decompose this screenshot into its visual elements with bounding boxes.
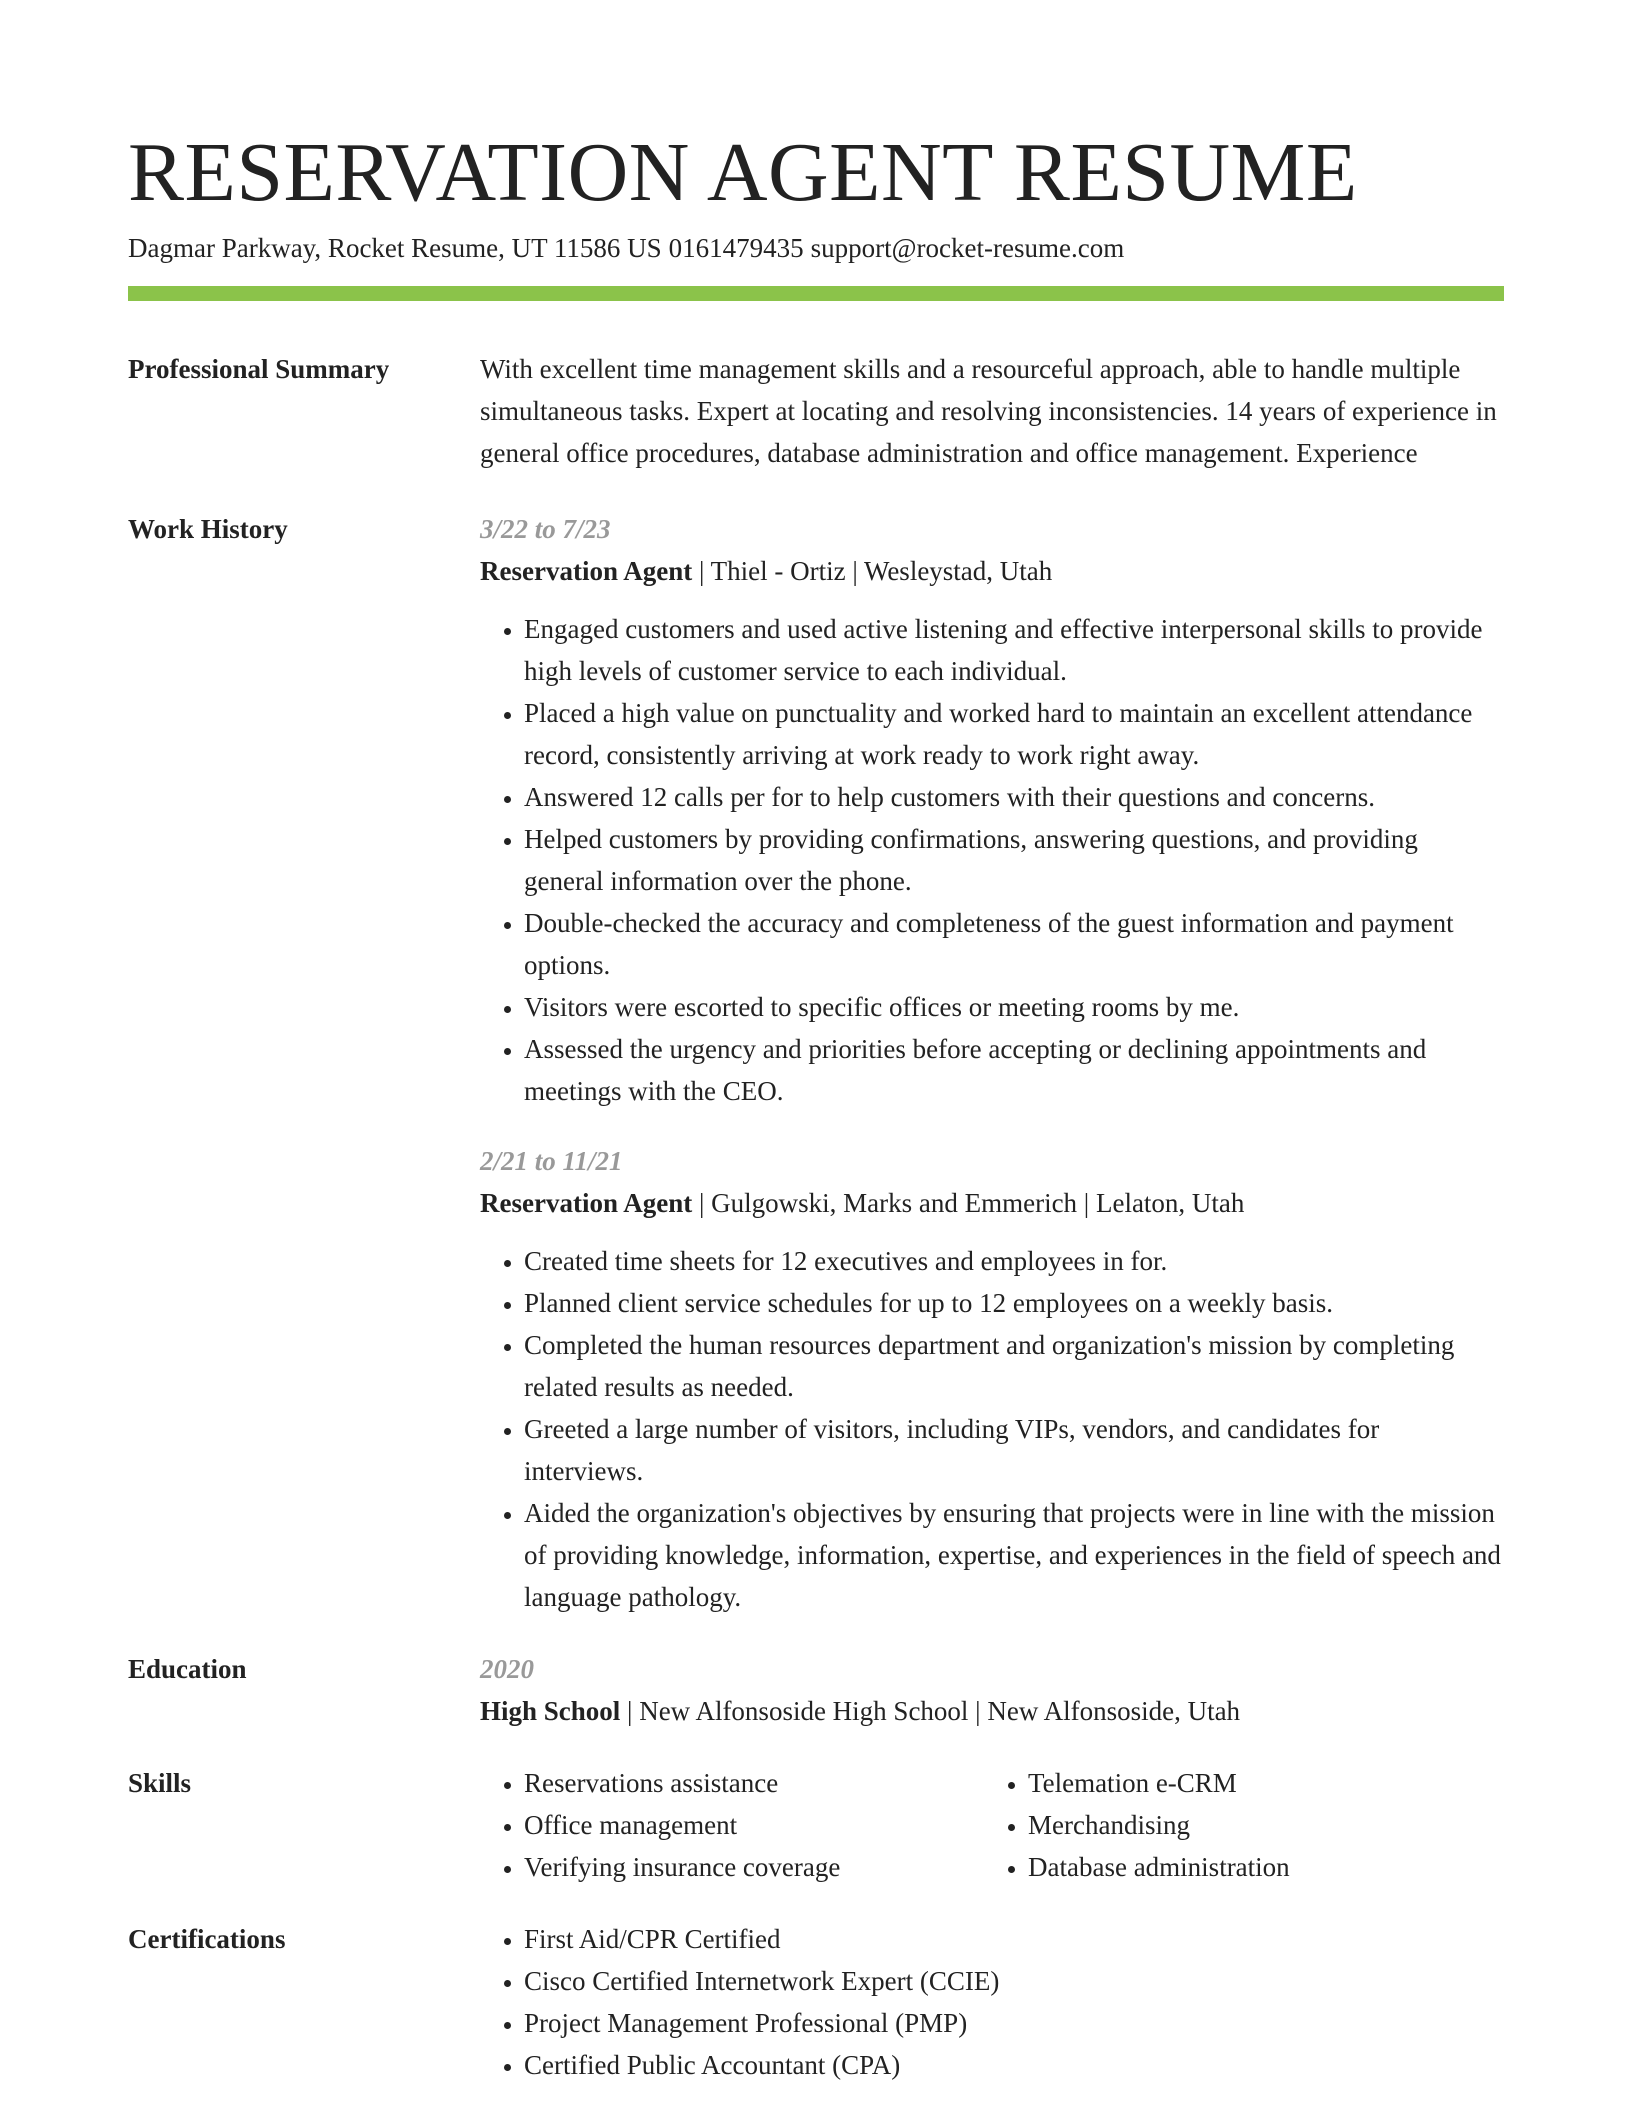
job-details: | Gulgowski, Marks and Emmerich | Lelaton, Utah [692,1188,1245,1218]
section-work-history [128,508,1504,1618]
section-professional-summary [128,348,1504,474]
section-body [480,1918,1504,2086]
list-item: • Reservations assistance [524,1762,984,1804]
list-item: • Database administration [1028,1846,1488,1888]
resume-title: RESERVATION AGENT RESUME [128,126,1358,219]
list-item: • Completed the human resources department and organization's mission by completing related results as needed. [524,1324,1504,1408]
list-item: • Created time sheets for 12 executives and employees in for. [524,1240,1504,1282]
list-item: • Telemation e-CRM [1028,1762,1488,1804]
job-entry [480,508,1504,1112]
section-label: Education [128,1654,247,1684]
job-dates: 3/22 to 7/23 [480,514,611,544]
resume-sections [128,348,1504,2086]
education-degree: High School [480,1696,621,1726]
contact-address: Dagmar Parkway, Rocket Resume, UT 11586 US [128,233,662,263]
job-dates: 2/21 to 11/21 [480,1146,623,1176]
list-item: • Greeted a large number of visitors, including VIPs, vendors, and candidates for interviews. [524,1408,1504,1492]
list-item: • Verifying insurance coverage [524,1846,984,1888]
contact-email: support@rocket-resume.com [810,233,1125,263]
list-item: • Planned client service schedules for up to 12 employees on a weekly basis. [524,1282,1504,1324]
skills-column-right [984,1762,1488,1888]
section-education [128,1648,1504,1732]
contact-line [128,230,1124,266]
contact-phone: 0161479435 [668,233,804,263]
section-body [480,508,1504,1618]
job-title-line [480,550,1504,592]
list-item: • Project Management Professional (PMP) [524,2002,1504,2044]
list-item: • Placed a high value on punctuality and worked hard to maintain an excellent attendance record, consistently arriving at work ready to work right away. [524,692,1504,776]
job-role: Reservation Agent [480,556,693,586]
job-bullets [480,608,1504,1112]
list-item: • Certified Public Accountant (CPA) [524,2044,1504,2086]
education-details: | New Alfonsoside High School | New Alfonsoside, Utah [620,1696,1241,1726]
education-line [480,1690,1504,1732]
list-item: • First Aid/CPR Certified [524,1918,1504,1960]
job-entry [480,1140,1504,1618]
section-skills [128,1762,1504,1888]
list-item: • Answered 12 calls per for to help customers with their questions and concerns. [524,776,1504,818]
list-item: • Helped customers by providing confirmations, answering questions, and providing general information over the phone. [524,818,1504,902]
list-item: • Assessed the urgency and priorities before accepting or declining appointments and meetings with the CEO. [524,1028,1504,1112]
job-bullets [480,1240,1504,1618]
section-label: Work History [128,514,288,544]
summary-text: With excellent time management skills and a resourceful approach, able to handle multiple simultaneous tasks. Expert at locating and resolving inconsistencies. 14 years of experience in general office procedures, database administration and office management. Experience [480,354,1497,468]
section-label: Skills [128,1768,192,1798]
section-certifications [128,1918,1504,2086]
list-item: • Aided the organization's objectives by ensuring that projects were in line with the mission of providing knowledge, information, expertise, and experiences in the field of speech and language pathology. [524,1492,1504,1618]
accent-divider [128,286,1504,301]
list-item: • Double-checked the accuracy and completeness of the guest information and payment options. [524,902,1504,986]
section-body [480,1648,1504,1732]
skills-grid [480,1762,1504,1888]
education-dates: 2020 [480,1654,534,1684]
list-item: • Office management [524,1804,984,1846]
certifications-list [480,1918,1504,2086]
list-item: • Merchandising [1028,1804,1488,1846]
list-item: • Engaged customers and used active listening and effective interpersonal skills to provide high levels of customer service to each individual. [524,608,1504,692]
job-details: | Thiel - Ortiz | Wesleystad, Utah [692,556,1053,586]
section-label: Certifications [128,1924,286,1954]
section-body [480,348,1504,474]
skills-column-left [480,1762,984,1888]
list-item: • Visitors were escorted to specific offices or meeting rooms by me. [524,986,1504,1028]
list-item: • Cisco Certified Internetwork Expert (CCIE) [524,1960,1504,2002]
job-title-line [480,1182,1504,1224]
job-role: Reservation Agent [480,1188,693,1218]
section-label: Professional Summary [128,354,390,384]
